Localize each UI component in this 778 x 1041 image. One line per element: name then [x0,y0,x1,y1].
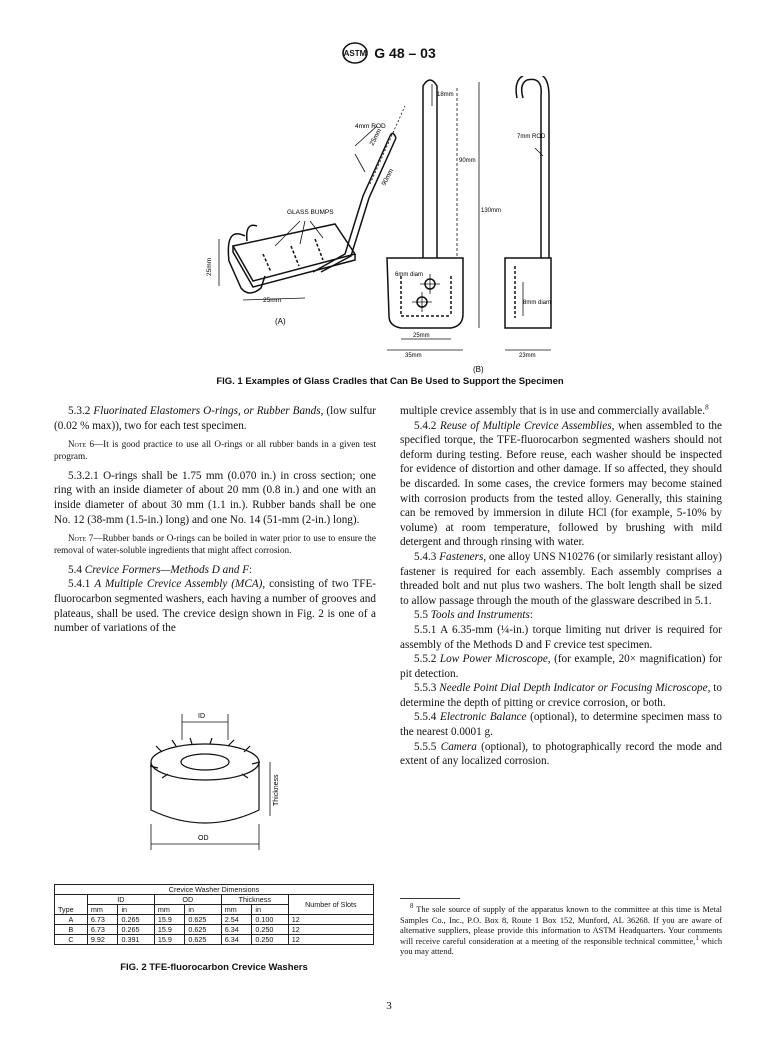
unit-header: in [118,905,154,915]
type-header-spacer [55,895,88,905]
table-cell: 0.250 [252,935,288,945]
label-dim-90-a: 90mm [380,167,396,187]
paragraph-5-3-2: 5.3.2 Fluorinated Elastomers O-rings, or Rubber Bands, (low sulfur (0.02 % max)), two for each test specimen. [54,405,377,432]
label-dim-130: 130mm [481,208,502,214]
unit-header: mm [87,905,118,915]
note-6: Note 6—It is good practice to use all O-rings or all rubber bands in a given test program. [54,439,376,461]
paragraph-5-5: 5.5 Tools and Instruments: [414,609,533,622]
right-column [400,404,722,769]
note-7: Note 7—Rubber bands or O-rings can be boiled in water prior to use to ensure the removal of water-soluble ingredients that might affect corrosion. [54,533,376,555]
paragraph-5-5-3: 5.5.3 Needle Point Dial Depth Indicator or Focusing Microscope, to determine the depth of pitting or crevice corrosion, or both. [400,682,722,709]
table-cell: 2.54 [221,915,252,925]
label-glass-bumps: GLASS BUMPS [287,209,334,216]
paragraph-5-4-1: 5.4.1 A Multiple Crevice Assembly (MCA), consisting of two TFE-fluorocarbon segmented washers, each having a number of grooves and plateaus, shall be used. The crevice design shown in Fig. 2 is one of a number of variations of the [54,578,377,635]
label-id: ID [198,713,205,720]
col-group-thickness: Thickness [221,895,288,905]
label-od: OD [198,835,209,842]
label-dim-18: 18mm [437,92,454,98]
paragraph-5-4-3: 5.4.3 Fasteners, one alloy UNS N10276 (or similarly resistant alloy) fastener is required for each assembly. Each assembly comprises a threaded bolt and nut plus two washers. The bolt length shall be sized to allow passage through the mouth of the glassware described in 5.1. [400,550,722,607]
col-group-id: ID [87,895,154,905]
table-cell: 0.100 [252,915,288,925]
table-cell: 0.250 [252,925,288,935]
figure-1-drawing [205,76,600,376]
table-title: Crevice Washer Dimensions [55,885,374,895]
unit-header: in [185,905,221,915]
table-cell: 12 [288,935,373,945]
label-dim-23: 23mm [519,353,536,359]
label-dim-90-b: 90mm [459,158,476,164]
table-cell: 0.625 [185,925,221,935]
svg-text:ASTM: ASTM [343,49,367,58]
label-hole-8mm: 8mm diam [523,300,552,306]
paragraph-5-5-5: 5.5.5 Camera (optional), to photographically record the mode and extent of any localized corrosion. [400,740,723,768]
label-rod-7mm: 7mm ROD [517,134,546,140]
figure-2-drawing [136,706,306,856]
figure-1-caption: FIG. 1 Examples of Glass Cradles that Can Be Used to Support the Specimen [216,376,564,387]
page-header [0,42,778,67]
table-cell: C [55,935,88,945]
table-cell: 0.265 [118,915,154,925]
figure-2-caption: FIG. 2 TFE-fluorocarbon Crevice Washers [120,962,308,973]
table-cell: 12 [288,915,373,925]
table-cell: 15.9 [154,935,185,945]
footnote-rule [400,898,460,899]
table-cell: 15.9 [154,915,185,925]
footnote-8: $^8$ The sole source of supply of the apparatus known to the committee at this time is Metal Samples Co., Inc., P.O. Box 8, Route 1 Box 152, Munford, AL 36268. If you are aware of alternative suppliers, please provide this information to ASTM Headquarters. Your comments will receive careful consideration at a meeting of the responsible technical committee,$^1$ which you may attend. [400,902,723,957]
label-panel-b: (B) [473,365,484,374]
col-group-slots: Number of Slots [288,895,373,915]
unit-header: in [252,905,288,915]
table-cell: 6.73 [87,925,118,935]
paragraph-5-4: 5.4 Crevice Formers—Methods D and F: [68,563,253,576]
table-cell: 6.73 [87,915,118,925]
paragraph-5-3-2-1: 5.3.2.1 O-rings shall be 1.75 mm (0.070 in.) in cross section; one ring with an inside diameter of about 20 mm (0.8 in.) and one with an inside diameter of about 30 mm (1.1 in.). Rubber bands shall be one No. 12 (38-mm (1.5-in.) long) and one No. 14 (51-mm (2-in.) long). [54,469,376,526]
table-row [55,935,374,945]
page-number: 3 [386,1000,392,1012]
crevice-washer-table [54,884,374,945]
table-row [55,915,374,925]
label-dim-25-b: 25mm [413,333,430,339]
table-cell: 6.34 [221,925,252,935]
left-column [54,404,376,636]
unit-header: mm [154,905,185,915]
table-cell: A [55,915,88,925]
table-cell: 6.34 [221,935,252,945]
designation: G 48 – 03 [374,45,436,62]
paragraph-5-5-1: 5.5.1 A 6.35-mm (¼-in.) torque limiting nut driver is required for assembly of the Methods D and F crevice test specimen. [400,623,722,651]
paragraph-continued: multiple crevice assembly that is in use and commercially available.$^8$ [400,403,709,417]
table-cell: 0.265 [118,925,154,935]
label-rod-4mm: 4mm ROD [355,123,386,130]
label-dim-25-bottom: 25mm [263,297,282,304]
table-cell: B [55,925,88,935]
paragraph-5-5-2: 5.5.2 Low Power Microscope, (for example, 20× magnification) for pit detection. [400,653,722,680]
table-cell: 9.92 [87,935,118,945]
col-group-od: OD [154,895,221,905]
table-cell: 15.9 [154,925,185,935]
label-dim-25-left: 25mm [206,257,213,276]
unit-header: mm [221,905,252,915]
label-panel-a: (A) [275,317,286,326]
astm-logo-icon [342,42,368,67]
table-row [55,925,374,935]
label-dim-25-rod: 25mm [368,127,384,147]
table-cell: 0.625 [185,915,221,925]
type-header: Type [55,905,88,915]
table-cell: 0.625 [185,935,221,945]
table-cell: 0.391 [118,935,154,945]
label-thickness: Thickness [273,774,280,806]
paragraph-5-5-4: 5.5.4 Electronic Balance (optional), to determine specimen mass to the nearest 0.0001 g. [400,711,723,739]
label-hole-6mm: 6mm diam [395,272,424,278]
paragraph-5-4-2: 5.4.2 Reuse of Multiple Crevice Assemblies, when assembled to the specified torque, the TFE-fluorocarbon segmented washers should not deform during testing. Before reuse, each washer should be inspected for evidence of distortion and other damage. If so affected, they should be discarded. In some cases, the crevice formers may become stained with corrosion products from the tested alloy. Generally, this staining can be removed by immersion in dilute HCl (for example, 5-10% by volume) at room temperature, followed by brushing with mild detergent and through rinsing with water. [400,419,722,549]
table-cell: 12 [288,925,373,935]
label-dim-35: 35mm [405,353,422,359]
